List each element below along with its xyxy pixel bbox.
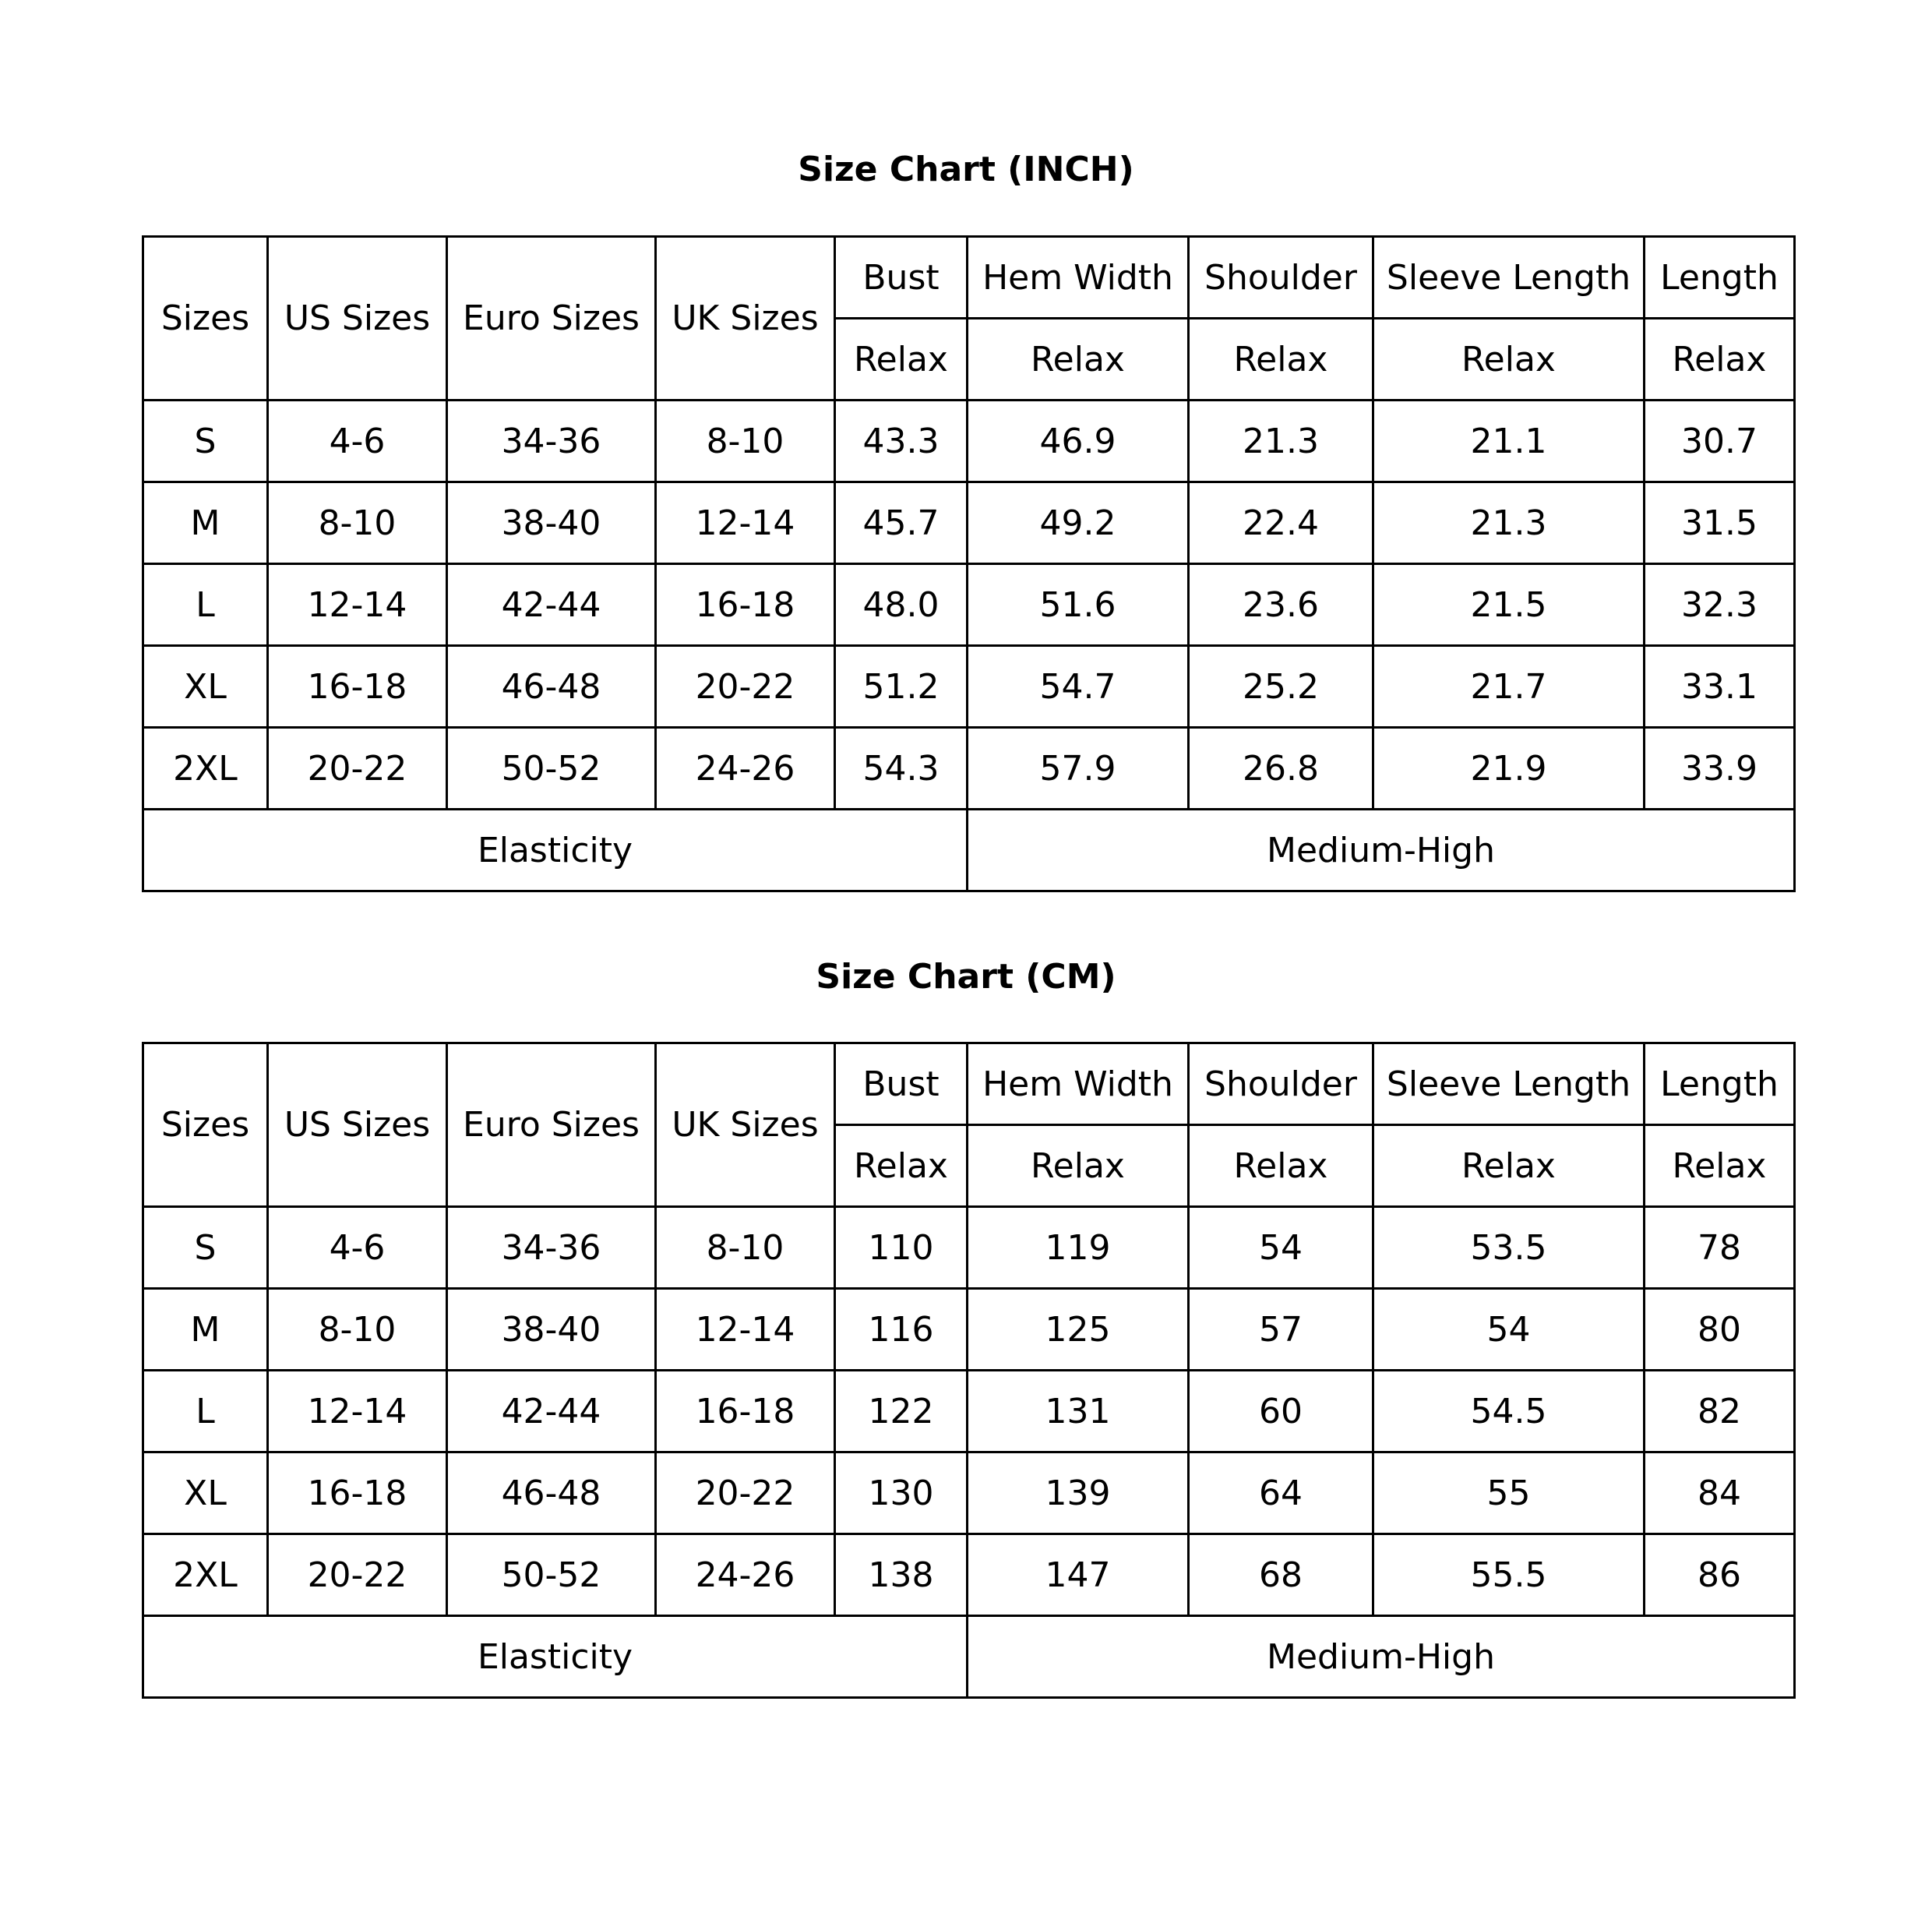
table-cell: 8-10 [656,1207,835,1289]
table-cell: 55.5 [1373,1534,1645,1616]
header-cell: US Sizes [268,237,447,401]
table-cell: 68 [1189,1534,1373,1616]
table-cell: 116 [835,1289,968,1371]
table-cell: 54 [1373,1289,1645,1371]
header-cell: UK Sizes [656,237,835,401]
table-cell: M [143,1289,268,1371]
chart-title: Size Chart (INCH) [798,150,1134,189]
table-cell: 31.5 [1645,482,1795,564]
header-cell: Euro Sizes [447,1043,656,1207]
table-cell: 50-52 [447,1534,656,1616]
table-cell: 38-40 [447,1289,656,1371]
table-cell: 16-18 [656,1371,835,1452]
table-cell: 122 [835,1371,968,1452]
table-cell: 21.7 [1373,646,1645,728]
table-cell: 21.1 [1373,401,1645,482]
elasticity-label: Elasticity [143,810,968,891]
table-cell: 45.7 [835,482,968,564]
table-row [143,564,1795,646]
header-cell: Sleeve Length [1373,1043,1645,1125]
header-cell: Shoulder [1189,1043,1373,1125]
subheader-cell: Relax [968,1125,1189,1207]
table-row [143,1207,1795,1289]
table-cell: 125 [968,1289,1189,1371]
table-cell: 22.4 [1189,482,1373,564]
table-cell: 4-6 [268,401,447,482]
subheader-cell: Relax [835,319,968,401]
table-cell: S [143,401,268,482]
table-cell: XL [143,646,268,728]
table-cell: 16-18 [268,646,447,728]
table-cell: 2XL [143,728,268,810]
table-cell: S [143,1207,268,1289]
table-cell: 12-14 [268,564,447,646]
table-row [143,1452,1795,1534]
table-cell: 80 [1645,1289,1795,1371]
table-cell: 110 [835,1207,968,1289]
table-cell: 54.3 [835,728,968,810]
table-cell: 33.9 [1645,728,1795,810]
table-cell: 131 [968,1371,1189,1452]
subheader-cell: Relax [968,319,1189,401]
table-row [143,728,1795,810]
table-cell: 130 [835,1452,968,1534]
table-cell: 57 [1189,1289,1373,1371]
table-cell: 54.7 [968,646,1189,728]
table-cell: 23.6 [1189,564,1373,646]
header-cell: UK Sizes [656,1043,835,1207]
table-cell: 138 [835,1534,968,1616]
table-cell: 20-22 [656,646,835,728]
table-cell: 64 [1189,1452,1373,1534]
header-row [143,237,1795,319]
table-cell: 42-44 [447,1371,656,1452]
table-cell: 82 [1645,1371,1795,1452]
table-cell: L [143,564,268,646]
table-cell: 54 [1189,1207,1373,1289]
table-row [143,646,1795,728]
table-cell: 12-14 [656,482,835,564]
chart-title: Size Chart (CM) [816,957,1116,997]
table-cell: 54.5 [1373,1371,1645,1452]
table-cell: 33.1 [1645,646,1795,728]
footer-row [143,810,1795,891]
table-cell: 4-6 [268,1207,447,1289]
header-cell: Length [1645,237,1795,319]
table-cell: 53.5 [1373,1207,1645,1289]
subheader-cell: Relax [1645,1125,1795,1207]
table-cell: 38-40 [447,482,656,564]
table-cell: 57.9 [968,728,1189,810]
table-cell: 46-48 [447,646,656,728]
header-cell: Hem Width [968,237,1189,319]
subheader-cell: Relax [1189,1125,1373,1207]
table-cell: 8-10 [268,1289,447,1371]
table-cell: 24-26 [656,728,835,810]
table-cell: 24-26 [656,1534,835,1616]
table-row [143,401,1795,482]
table-row [143,1371,1795,1452]
size-table-cm [142,1042,1796,1699]
table-cell: 55 [1373,1452,1645,1534]
table-row [143,1534,1795,1616]
table-cell: 25.2 [1189,646,1373,728]
table-cell: 21.9 [1373,728,1645,810]
subheader-cell: Relax [1645,319,1795,401]
table-cell: 43.3 [835,401,968,482]
table-cell: 42-44 [447,564,656,646]
table-cell: 78 [1645,1207,1795,1289]
table-cell: M [143,482,268,564]
table-cell: 32.3 [1645,564,1795,646]
header-cell: Euro Sizes [447,237,656,401]
table-row [143,482,1795,564]
table-cell: 20-22 [656,1452,835,1534]
header-cell: Length [1645,1043,1795,1125]
table-cell: 12-14 [268,1371,447,1452]
table-cell: XL [143,1452,268,1534]
table-cell: 34-36 [447,401,656,482]
size-table-inch [142,235,1796,892]
table-cell: 30.7 [1645,401,1795,482]
table-cell: 20-22 [268,728,447,810]
table-cell: 51.2 [835,646,968,728]
elasticity-value: Medium-High [968,810,1795,891]
table-cell: 46.9 [968,401,1189,482]
subheader-cell: Relax [1373,1125,1645,1207]
table-cell: 12-14 [656,1289,835,1371]
footer-row [143,1616,1795,1698]
table-cell: 21.5 [1373,564,1645,646]
table-cell: 60 [1189,1371,1373,1452]
table-cell: 49.2 [968,482,1189,564]
elasticity-label: Elasticity [143,1616,968,1698]
subheader-cell: Relax [835,1125,968,1207]
table-cell: 119 [968,1207,1189,1289]
table-cell: 2XL [143,1534,268,1616]
table-cell: 46-48 [447,1452,656,1534]
header-cell: Sizes [143,237,268,401]
table-cell: 21.3 [1373,482,1645,564]
table-cell: 21.3 [1189,401,1373,482]
table-cell: 51.6 [968,564,1189,646]
header-cell: Bust [835,1043,968,1125]
header-cell: Bust [835,237,968,319]
table-cell: 139 [968,1452,1189,1534]
header-cell: Sleeve Length [1373,237,1645,319]
header-row [143,1043,1795,1125]
table-cell: 34-36 [447,1207,656,1289]
table-cell: 50-52 [447,728,656,810]
table-cell: 20-22 [268,1534,447,1616]
table-cell: 147 [968,1534,1189,1616]
subheader-cell: Relax [1373,319,1645,401]
header-cell: Sizes [143,1043,268,1207]
table-cell: 8-10 [656,401,835,482]
table-cell: 26.8 [1189,728,1373,810]
table-cell: 8-10 [268,482,447,564]
table-cell: 48.0 [835,564,968,646]
table-cell: 86 [1645,1534,1795,1616]
table-row [143,1289,1795,1371]
header-cell: Hem Width [968,1043,1189,1125]
table-cell: 16-18 [656,564,835,646]
elasticity-value: Medium-High [968,1616,1795,1698]
subheader-cell: Relax [1189,319,1373,401]
header-cell: US Sizes [268,1043,447,1207]
table-cell: 16-18 [268,1452,447,1534]
header-cell: Shoulder [1189,237,1373,319]
table-cell: L [143,1371,268,1452]
table-cell: 84 [1645,1452,1795,1534]
